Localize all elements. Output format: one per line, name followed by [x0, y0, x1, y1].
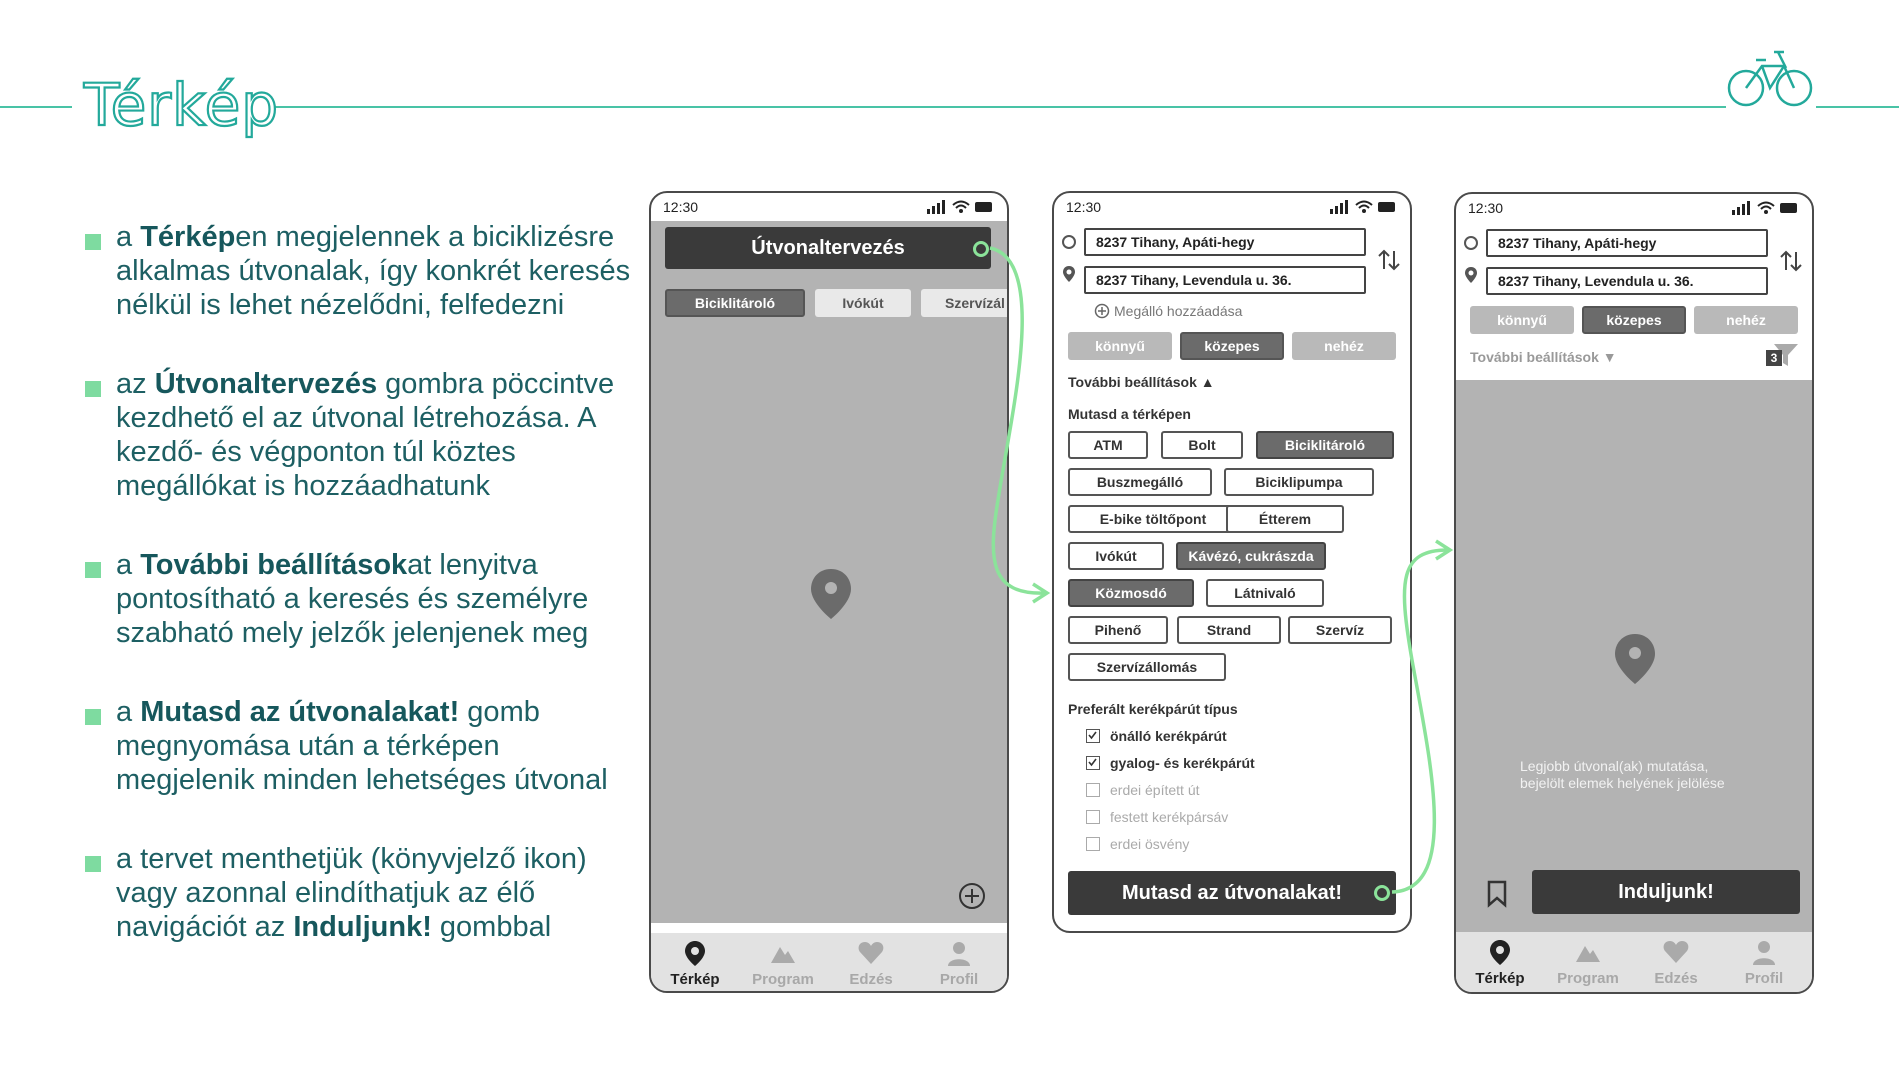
destination-field[interactable]: 8237 Tihany, Levendula u. 36.: [1486, 267, 1768, 295]
tag-restaurant[interactable]: Étterem: [1226, 505, 1344, 533]
difficulty-medium[interactable]: közepes: [1180, 332, 1284, 360]
tab-label: Program: [1557, 970, 1619, 987]
map-pin-icon: [681, 939, 709, 967]
tab-label: Térkép: [1475, 970, 1525, 987]
preferred-path-heading: Preferált kerékpárút típus: [1068, 701, 1238, 717]
origin-field[interactable]: 8237 Tihany, Apáti-hegy: [1084, 228, 1366, 256]
bullet-text: gombra pöccintve kezdhető el az útvonal létrehozása. A kezdő- és végponton túl köztes megállókat is hozzáadhatunk: [116, 368, 615, 502]
pref-option-label: festett kerékpársáv: [1110, 809, 1229, 825]
bullet-emphasis: Induljunk!: [293, 911, 432, 943]
bullet-square-icon: [85, 709, 101, 725]
checkbox-unchecked-icon[interactable]: [1086, 783, 1100, 797]
add-circle-icon[interactable]: [1094, 303, 1110, 319]
phone-route-settings-screen: [1052, 191, 1412, 933]
bullet-emphasis: Térkép: [140, 221, 236, 253]
header-line-right: [272, 106, 1899, 108]
tag-restroom[interactable]: Közmosdó: [1068, 579, 1194, 607]
tab-workout[interactable]: [1632, 932, 1720, 992]
mountain-icon: [1574, 938, 1602, 966]
map-note-line: Legjobb útvonal(ak) mutatása,: [1520, 758, 1709, 774]
tag-cafe[interactable]: Kávézó, cukrászda: [1176, 542, 1326, 570]
tab-label: Térkép: [670, 971, 720, 988]
more-settings-toggle[interactable]: [1470, 349, 1617, 365]
tab-label: Profil: [1744, 970, 1784, 987]
tag-rest-area[interactable]: Pihenő: [1068, 616, 1168, 644]
bullet-emphasis: Útvonaltervezés: [154, 368, 378, 400]
tab-label: Profil: [939, 971, 979, 988]
tab-label: Program: [752, 971, 814, 988]
checkbox-checked-icon[interactable]: [1086, 729, 1100, 743]
tag-service-station[interactable]: Szervízállomás: [1068, 653, 1226, 681]
swap-arrows-icon[interactable]: [1376, 247, 1402, 273]
bullet-text: a: [116, 221, 141, 253]
difficulty-easy[interactable]: könnyű: [1470, 306, 1574, 334]
tab-workout[interactable]: [827, 933, 915, 993]
tag-ebike-charger[interactable]: E-bike töltőpont: [1068, 505, 1238, 533]
bullet-item: [85, 695, 640, 797]
heart-icon: [857, 939, 885, 967]
bicycle-icon: [1726, 48, 1816, 108]
bullet-item: [85, 842, 640, 944]
map-note: [1520, 758, 1725, 792]
tag-water-fountain[interactable]: Ivókút: [1068, 542, 1164, 570]
header-line-left: [0, 106, 72, 108]
chip-water-fountain[interactable]: Ivókút: [815, 289, 911, 317]
bottom-tab-bar: [1456, 932, 1812, 992]
checkbox-checked-icon[interactable]: [1086, 756, 1100, 770]
tag-service[interactable]: Szervíz: [1288, 616, 1392, 644]
status-icons: [925, 199, 995, 215]
caret-down-icon: ▼: [1602, 349, 1617, 365]
destination-field[interactable]: 8237 Tihany, Levendula u. 36.: [1084, 266, 1366, 294]
heart-icon: [1662, 938, 1690, 966]
map-pin-icon[interactable]: [809, 567, 853, 621]
bullet-text: gomb megnyomása után a térképen megjelenik minden lehetséges útvonal: [116, 696, 608, 796]
tab-map[interactable]: [1456, 932, 1544, 992]
status-time: 12:30: [663, 199, 699, 215]
tab-profile[interactable]: [1720, 932, 1808, 992]
pref-option-label: erdei ösvény: [1110, 836, 1190, 852]
bullet-item: [85, 220, 640, 322]
bullet-text: gombbal: [431, 911, 552, 943]
tag-bus-stop[interactable]: Buszmegálló: [1068, 468, 1212, 496]
bullet-text: az: [116, 368, 155, 400]
bullet-item: [85, 548, 640, 650]
origin-radio-icon: [1464, 236, 1478, 250]
checkbox-unchecked-icon[interactable]: [1086, 837, 1100, 851]
flow-arrow-1-head: [1033, 584, 1047, 602]
status-time: 12:30: [1066, 199, 1102, 215]
status-icons: [1328, 199, 1398, 215]
flow-arrow-2-head: [1436, 541, 1450, 559]
status-time: 12:30: [1468, 200, 1504, 216]
chip-service-station[interactable]: Szervízál: [921, 289, 1009, 317]
bullet-text: a: [116, 696, 141, 728]
more-settings-label: További beállítások: [1470, 349, 1599, 365]
tab-profile[interactable]: [915, 933, 1003, 993]
caret-up-icon: ▲: [1200, 374, 1215, 390]
tab-program[interactable]: [1544, 932, 1632, 992]
location-pin-icon: [1061, 265, 1077, 283]
pref-option-label: önálló kerékpárút: [1110, 728, 1227, 744]
tag-bike-pump[interactable]: Biciklipumpa: [1224, 468, 1374, 496]
location-pin-icon: [1463, 266, 1479, 284]
origin-radio-icon: [1062, 235, 1076, 249]
pref-option-label: gyalog- és kerékpárút: [1110, 755, 1255, 771]
bullet-square-icon: [85, 562, 101, 578]
feature-bullet-list: [85, 220, 640, 989]
difficulty-medium[interactable]: közepes: [1582, 306, 1686, 334]
tag-shop[interactable]: Bolt: [1161, 431, 1243, 459]
bullet-item: [85, 367, 640, 503]
phone-map-screen: [649, 191, 1009, 993]
bookmark-icon[interactable]: [1486, 880, 1508, 908]
swap-arrows-icon[interactable]: [1778, 248, 1804, 274]
user-icon: [945, 939, 973, 967]
more-settings-label: További beállítások: [1068, 374, 1197, 390]
bullet-square-icon: [85, 381, 101, 397]
difficulty-hard[interactable]: nehéz: [1694, 306, 1798, 334]
bottom-tab-bar: [651, 933, 1007, 993]
status-bar: [651, 193, 1007, 221]
bullet-emphasis: További beállítások: [140, 549, 408, 581]
phone-route-result-screen: [1454, 192, 1814, 994]
chip-bike-storage[interactable]: Biciklitároló: [665, 289, 805, 317]
difficulty-easy[interactable]: könnyű: [1068, 332, 1172, 360]
show-routes-dot-icon: [1374, 885, 1390, 901]
tag-atm[interactable]: ATM: [1068, 431, 1148, 459]
pref-option-label: erdei épített út: [1110, 782, 1200, 798]
filter-count-badge: 3: [1766, 350, 1782, 366]
difficulty-hard[interactable]: nehéz: [1292, 332, 1396, 360]
bullet-text: a: [116, 549, 141, 581]
start-navigation-button[interactable]: [1532, 870, 1800, 914]
show-routes-button[interactable]: [1068, 871, 1396, 915]
origin-field[interactable]: 8237 Tihany, Apáti-hegy: [1486, 229, 1768, 257]
page-title: Térkép: [84, 71, 280, 139]
start-navigation-label: Induljunk!: [1618, 881, 1714, 903]
add-stop-link[interactable]: Megálló hozzáadása: [1114, 303, 1243, 319]
bullet-text: at lenyitva pontosítható a keresés és személyre szabható mely jelzők jelenjenek meg: [116, 549, 589, 649]
map-pin-icon: [1486, 938, 1514, 966]
tab-label: Edzés: [1654, 970, 1698, 987]
map-pin-icon[interactable]: [1613, 632, 1657, 686]
add-circle-icon[interactable]: [958, 882, 986, 910]
mountain-icon: [769, 939, 797, 967]
status-bar: [1456, 194, 1812, 222]
filter-icon[interactable]: [1766, 342, 1800, 368]
route-button-dot-icon: [973, 241, 989, 257]
tab-map[interactable]: [651, 933, 739, 993]
status-bar: [1054, 193, 1410, 221]
bullet-square-icon: [85, 234, 101, 250]
show-on-map-heading: Mutasd a térképen: [1068, 406, 1191, 422]
bullet-square-icon: [85, 856, 101, 872]
map-note-line: bejelölt elemek helyének jelölése: [1520, 775, 1725, 791]
tag-beach[interactable]: Strand: [1177, 616, 1281, 644]
user-icon: [1750, 938, 1778, 966]
checkbox-unchecked-icon[interactable]: [1086, 810, 1100, 824]
status-icons: [1730, 200, 1800, 216]
tag-sight[interactable]: Látnivaló: [1206, 579, 1324, 607]
route-planning-label: Útvonaltervezés: [751, 237, 905, 259]
tag-bike-storage[interactable]: Biciklitároló: [1256, 431, 1394, 459]
bullet-text: a tervet menthetjük (könyvjelző ikon) vagy azonnal elindíthatjuk az élő navigációt az: [116, 843, 587, 943]
more-settings-toggle[interactable]: [1068, 374, 1215, 390]
tab-label: Edzés: [849, 971, 893, 988]
bullet-text: en megjelennek a biciklizésre alkalmas útvonalak, így konkrét keresés nélkül is lehet nézelődni, felfedezni: [116, 221, 631, 321]
tab-program[interactable]: [739, 933, 827, 993]
route-planning-button[interactable]: [665, 227, 991, 269]
bullet-emphasis: Mutasd az útvonalakat!: [140, 696, 460, 728]
show-routes-label: Mutasd az útvonalakat!: [1121, 882, 1343, 904]
